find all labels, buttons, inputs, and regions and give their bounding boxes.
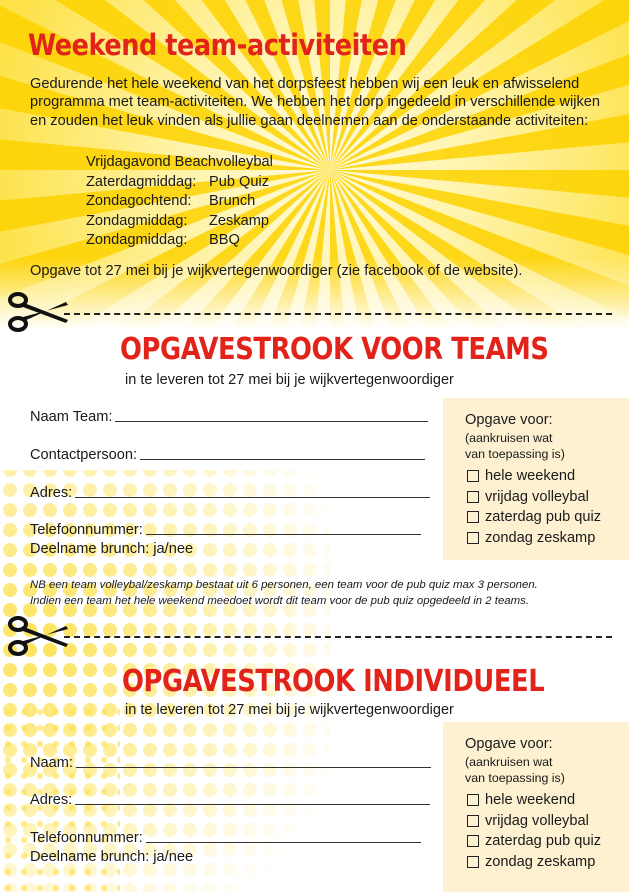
team-brunch-field[interactable]	[30, 541, 193, 557]
option-hele-weekend[interactable]: hele weekend	[465, 790, 629, 811]
activity-name: Beachvolleybal	[174, 154, 273, 170]
option-zaterdag-pub-quiz[interactable]: zaterdag pub quiz	[465, 831, 629, 852]
activity-row	[86, 173, 273, 193]
field-label: Naam:	[30, 755, 73, 771]
activity-day: Zondagmiddag:	[86, 232, 188, 248]
option-vrijdag-volleybal[interactable]: vrijdag volleybal	[465, 487, 629, 508]
field-label: Contactpersoon:	[30, 447, 138, 463]
activity-name: Brunch	[209, 193, 256, 209]
intro-text: Gedurende het hele weekend van het dorpsfeest hebben wij een leuk en afwisselend programma met team-activiteiten. We hebben het dorp ingedeeld in verschillende wijken en zouden het leuk vinden als jullie gaan deelnemen aan de onderstaande activiteiten:	[30, 76, 601, 129]
field-label: Naam Team:	[30, 409, 113, 425]
options-title: Opgave voor:	[465, 412, 553, 428]
checkbox-icon[interactable]	[467, 470, 479, 482]
contact-person-input-line[interactable]	[140, 458, 425, 460]
scissors-icon	[6, 614, 70, 658]
option-zondag-zeskamp[interactable]: zondag zeskamp	[465, 852, 629, 873]
activity-day: Zondagochtend:	[86, 193, 192, 209]
scissors-icon	[6, 290, 70, 334]
page-title: Weekend team-activiteiten	[28, 28, 407, 62]
checkbox-icon[interactable]	[467, 491, 479, 503]
individual-phone-input-line[interactable]	[146, 841, 421, 843]
field-label: Telefoonnummer:	[30, 522, 143, 538]
team-note: NB een team volleybal/zeskamp bestaat uit 6 personen, een team voor de pub quiz max 3 personen. Indien een team het hele weekend meedoet wordt dit team voor de pub quiz opgedeeld in 2 teams.	[30, 579, 538, 607]
individual-strip-title: OPGAVESTROOK INDIVIDUEEL	[122, 664, 545, 699]
option-hele-weekend[interactable]: hele weekend	[465, 466, 629, 487]
individual-phone-field[interactable]	[30, 830, 421, 846]
activity-day: Vrijdagavond	[86, 154, 171, 170]
activity-name: Pub Quiz	[209, 173, 270, 190]
team-address-input-line[interactable]	[75, 496, 430, 498]
contact-person-field[interactable]	[30, 447, 425, 463]
activity-row	[86, 212, 273, 232]
option-zondag-zeskamp[interactable]: zondag zeskamp	[465, 528, 629, 549]
team-address-field[interactable]	[30, 485, 430, 501]
activity-row	[86, 153, 273, 173]
team-phone-field[interactable]	[30, 522, 421, 538]
brunch-label: Deelname brunch: ja/nee	[30, 541, 194, 557]
activity-list	[86, 153, 273, 251]
field-label: Adres:	[30, 792, 73, 808]
brunch-label: Deelname brunch: ja/nee	[30, 849, 194, 865]
individual-address-field[interactable]	[30, 792, 430, 808]
activity-name: Zeskamp	[209, 212, 270, 229]
team-name-field[interactable]	[30, 409, 428, 425]
options-hint: (aankruisen wat van toepassing is)	[465, 431, 565, 461]
individual-brunch-field[interactable]	[30, 849, 193, 865]
checkbox-icon[interactable]	[467, 835, 479, 847]
team-options-box	[443, 398, 629, 560]
activity-day: Zaterdagmiddag:	[86, 173, 197, 190]
checkbox-icon[interactable]	[467, 815, 479, 827]
teams-subtitle: in te leveren tot 27 mei bij je wijkvertegenwoordiger	[125, 372, 454, 388]
cut-line	[64, 313, 612, 315]
individual-name-input-line[interactable]	[76, 766, 431, 768]
team-phone-input-line[interactable]	[146, 533, 421, 535]
team-name-input-line[interactable]	[115, 420, 428, 422]
option-vrijdag-volleybal[interactable]: vrijdag volleybal	[465, 811, 629, 832]
individual-options-box	[443, 722, 629, 892]
checkbox-icon[interactable]	[467, 856, 479, 868]
options-hint: (aankruisen wat van toepassing is)	[465, 755, 565, 785]
deadline-text: Opgave tot 27 mei bij je wijkvertegenwoordiger (zie facebook of de website).	[30, 263, 523, 279]
option-zaterdag-pub-quiz[interactable]: zaterdag pub quiz	[465, 507, 629, 528]
field-label: Adres:	[30, 485, 73, 501]
checkbox-icon[interactable]	[467, 794, 479, 806]
field-label: Telefoonnummer:	[30, 830, 143, 846]
individual-subtitle: in te leveren tot 27 mei bij je wijkvertegenwoordiger	[125, 702, 454, 718]
checkbox-icon[interactable]	[467, 511, 479, 523]
teams-strip-title: OPGAVESTROOK VOOR TEAMS	[120, 332, 549, 367]
individual-name-field[interactable]	[30, 755, 431, 771]
activity-row	[86, 231, 273, 251]
activity-name: BBQ	[209, 232, 240, 248]
activity-row	[86, 192, 273, 212]
options-title: Opgave voor:	[465, 736, 553, 752]
activity-day: Zondagmiddag:	[86, 212, 188, 229]
cut-line	[64, 636, 612, 638]
individual-address-input-line[interactable]	[75, 803, 430, 805]
checkbox-icon[interactable]	[467, 532, 479, 544]
